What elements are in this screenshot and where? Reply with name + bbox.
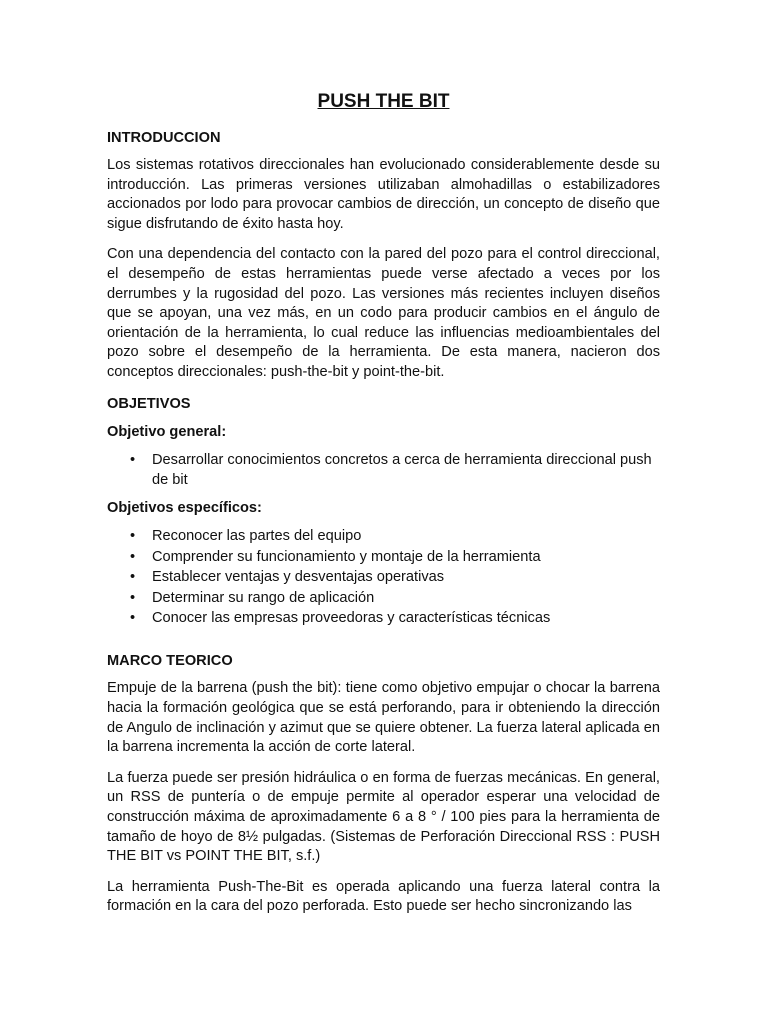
list-item: • Desarrollar conocimientos concretos a cerca de herramienta direccional push de bit: [130, 451, 652, 488]
marco-paragraph-2: La fuerza puede ser presión hidráulica o en forma de fuerzas mecánicas. En general, un RSS de puntería o de empuje permite al operador esperar una velocidad de construcción máxima de aproximadamente 6 a 8 ° / 100 pies para la herramienta de tamaño de hoyo de 8½ pulgadas. (Sistemas de Perforación Direccional RSS : PUSH THE BIT vs POINT THE BIT, s.f.): [107, 769, 660, 865]
introduccion-heading: INTRODUCCION: [107, 130, 221, 146]
bullet-icon: •: [130, 609, 136, 626]
list-item: • Reconocer las partes del equipo: [107, 526, 660, 546]
marco-teorico-heading: MARCO TEORICO: [107, 653, 233, 670]
introduccion-paragraph-1: Los sistemas rotativos direccionales han evolucionado considerablemente desde su introducción. Las primeras versiones utilizaban almohadillas o estabilizadores accionados por lodo para provocar cambios de dirección, un concepto de diseño que sigue disfrutando de éxito hasta hoy.: [107, 157, 660, 232]
introduccion-paragraph-2: Con una dependencia del contacto con la pared del pozo para el control direccional, el desempeño de estas herramientas puede verse afectado a veces por los derrumbes y la rugosidad del pozo. Las versiones más recientes incluyen diseños que se apoyan, una vez más, en un codo para producir cambios en el ángulo de orientación de la herramienta, lo cual reduce las influencias medioambientales del pozo sobre el desempeño de la herramienta. De esta manera, nacieron dos conceptos direccionales: push-the-bit y point-the-bit.: [107, 246, 660, 380]
marco-paragraph-3: La herramienta Push-The-Bit es operada aplicando una fuerza lateral contra la formación en la cara del pozo perforada. Esto puede ser hecho sincronizando las: [107, 878, 660, 915]
list-item: • Conocer las empresas proveedoras y características técnicas: [107, 608, 660, 628]
bullet-icon: •: [130, 528, 136, 545]
list-item: • Comprender su funcionamiento y montaje de la herramienta: [107, 547, 660, 567]
objetivos-especificos-list: [107, 526, 660, 628]
objetivo-general-heading: Objetivo general:: [107, 423, 227, 440]
list-item: • Establecer ventajas y desventajas operativas: [107, 567, 660, 587]
bullet-icon: •: [130, 451, 136, 468]
bullet-icon: •: [130, 569, 136, 586]
marco-paragraph-1: Empuje de la barrena (push the bit): tiene como objetivo empujar o chocar la barrena hacia la formación geológica que se está perforando, para ir obteniendo la dirección de Angulo de inclinación y azimut que se quiere obtener. La fuerza lateral aplicada en la barrena incrementa la acción de corte lateral.: [107, 680, 660, 756]
objetivo-general-list: [107, 450, 660, 491]
objetivos-especificos-heading: Objetivos específicos:: [107, 500, 262, 517]
page-title: PUSH THE BIT: [317, 91, 450, 112]
list-item: • Determinar su rango de aplicación: [107, 588, 660, 608]
objetivos-heading: OBJETIVOS: [107, 395, 191, 412]
bullet-icon: •: [130, 589, 136, 606]
section-spacer: [107, 636, 660, 651]
bullet-icon: •: [130, 548, 136, 565]
